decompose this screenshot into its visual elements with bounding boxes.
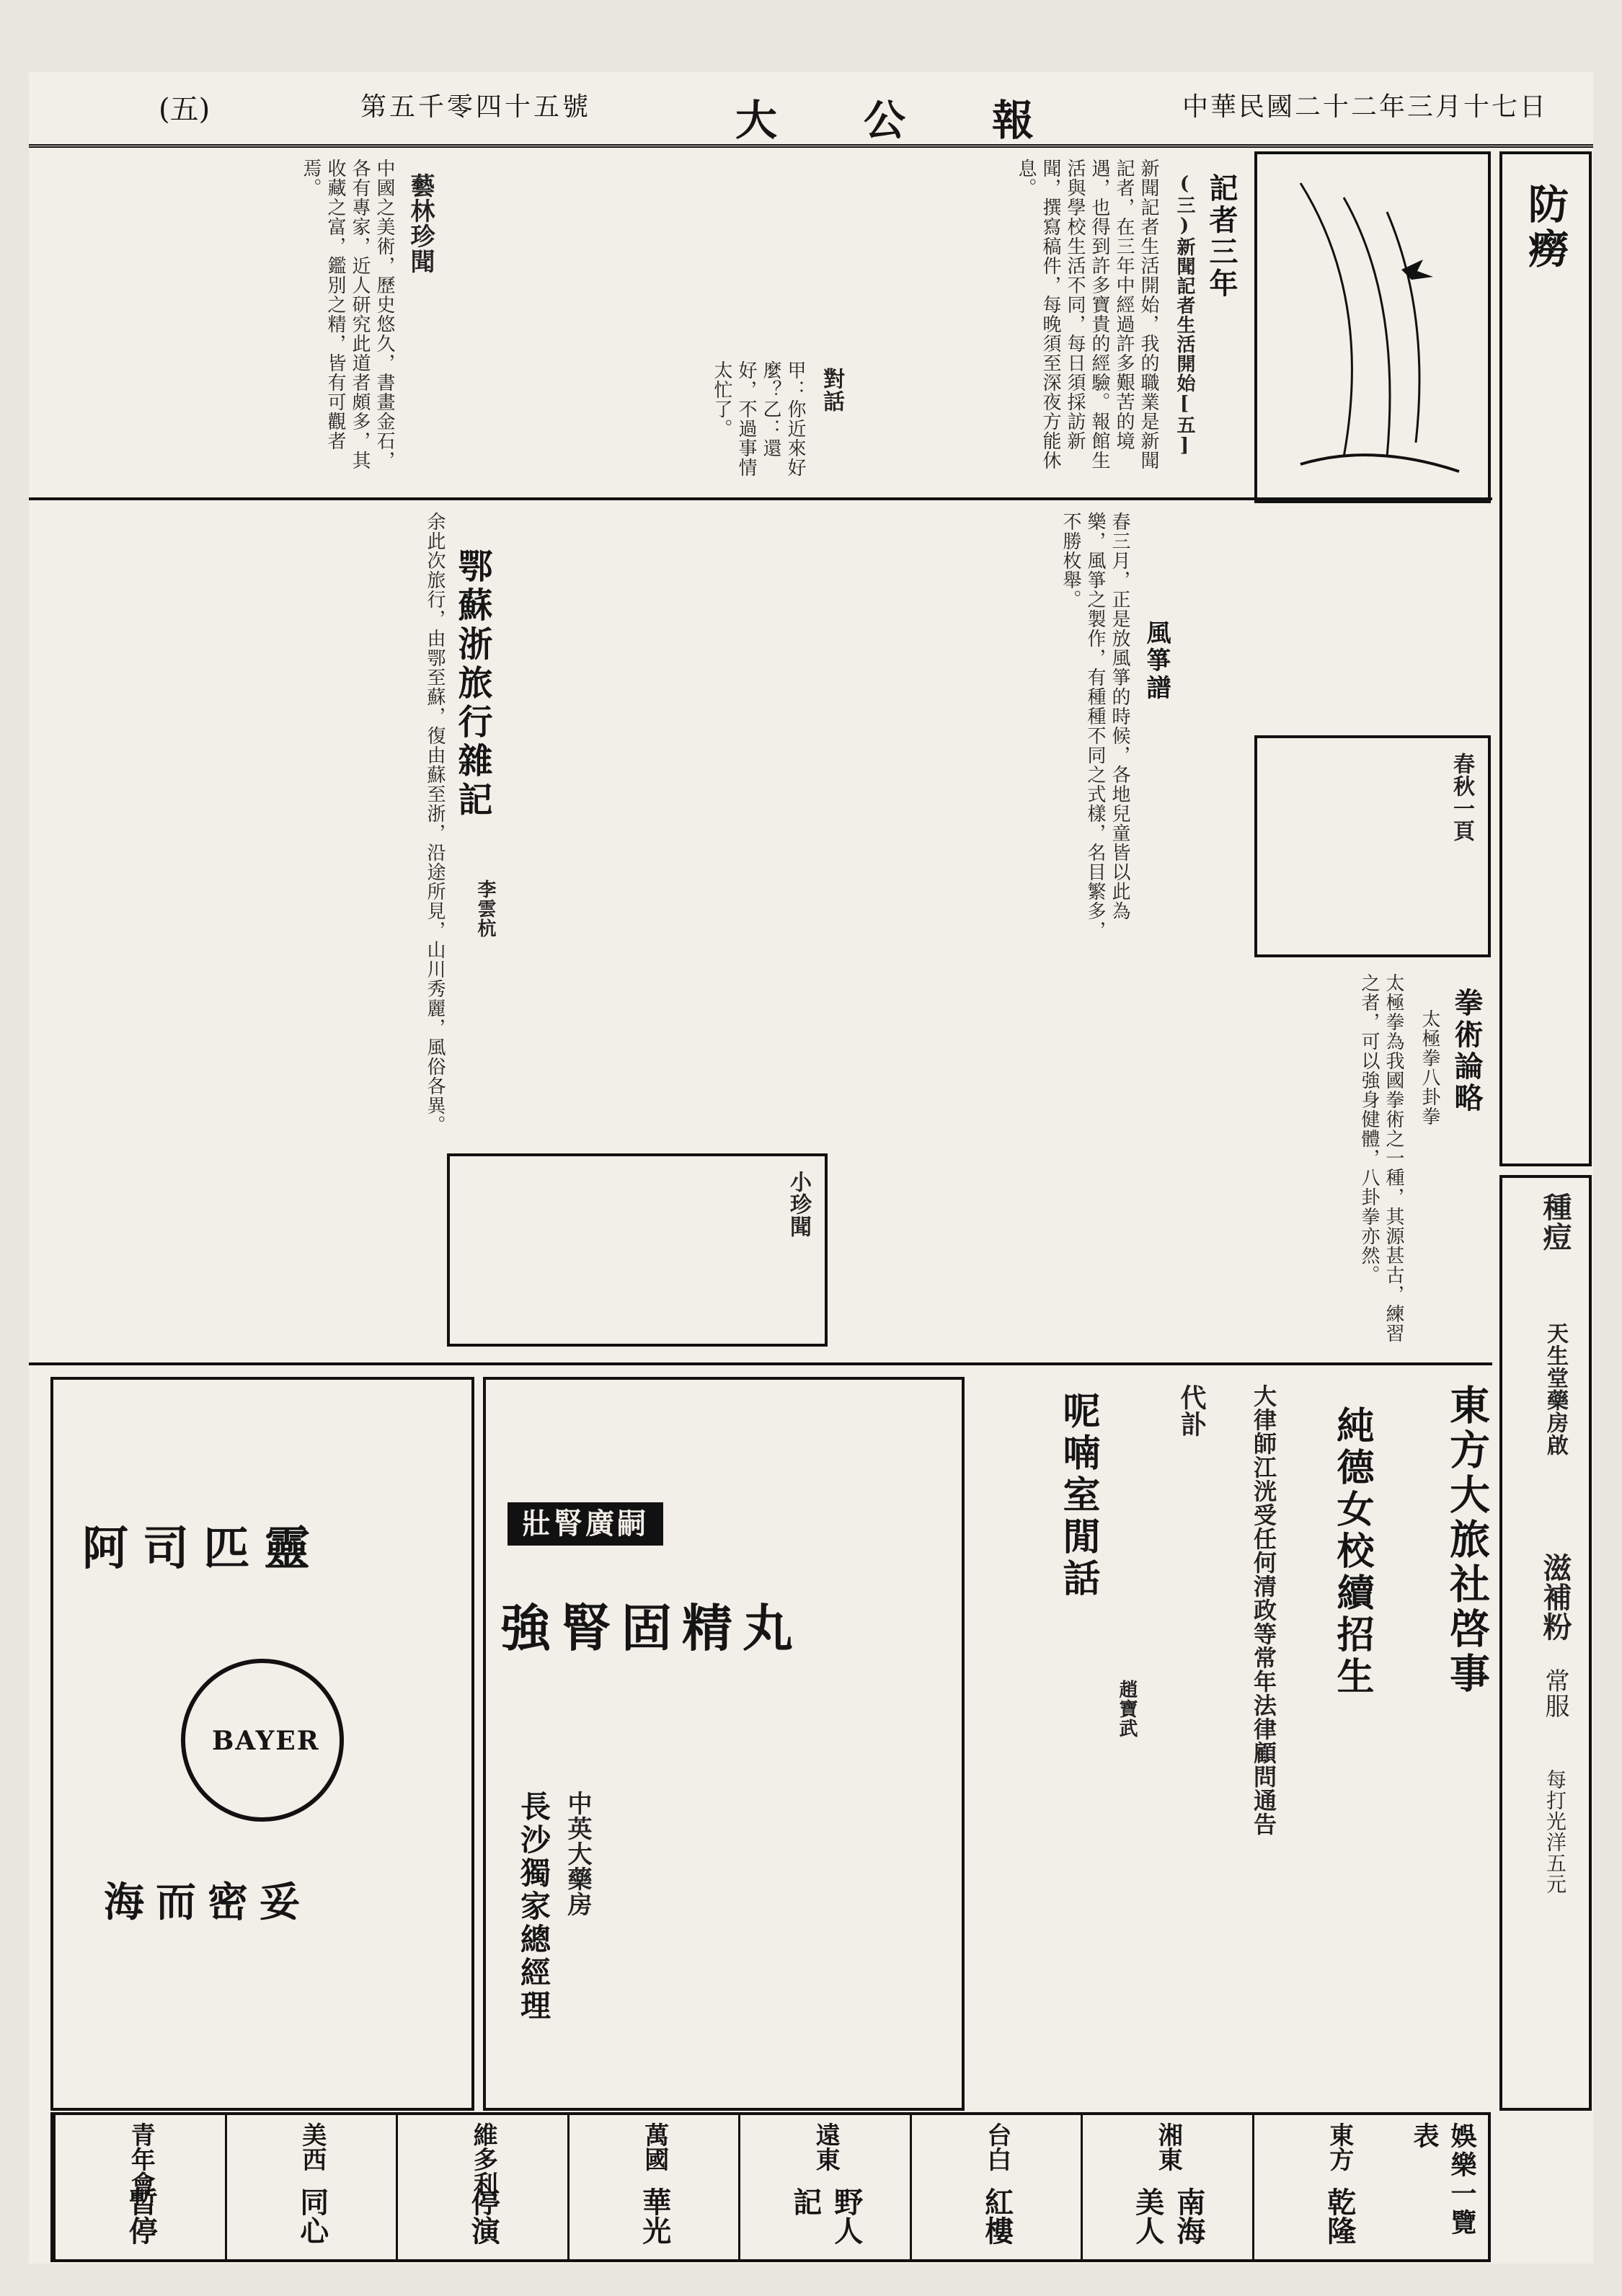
venue-cell [1081,2115,1254,2259]
obituary-notice: 代訃 [1176,1384,1207,1437]
tonic-product: 強腎固精丸 [500,1598,803,1658]
venue-cell [910,2115,1083,2259]
notices-column [1153,1377,1492,2105]
kite-body: 春三月，正是放風箏的時候，各地兒童皆以此為樂，風箏之製作，有種種不同之式樣，名目繁多，不勝枚舉。 [1060,512,1130,940]
small-prose-box [447,1153,828,1347]
venue-name: 湘東 [1153,2122,1183,2171]
venue-name: 遠東 [811,2122,841,2171]
bayer-logo: BAYER [212,1726,320,1756]
reporter-illustration [1254,151,1491,503]
kite-title: 風箏譜 [1142,620,1171,702]
entertainment-title: 娛樂一覽表 [1409,2122,1477,2238]
reporter-title: 記者三年 [1205,173,1238,300]
tonic-agent-sub: 中英大藥房 [563,1791,592,1917]
venue-show: 南海美人 [1130,2187,1206,2245]
kite-article [836,505,1247,966]
right-side-ads [1499,1175,1592,2111]
tonic-ad [483,1377,965,2111]
boxing-body: 太極拳為我國拳術之一種，其源甚古，練習之者，可以強身健體，八卦拳亦然。 [1358,973,1404,1343]
venue-list [53,2115,1423,2259]
venue-cell [567,2115,741,2259]
bayer-ad [50,1377,474,2111]
venue-cell [53,2115,227,2259]
side-ad-pharmacy: 天生堂藥房啟 [1543,1322,1568,1456]
art-column-title: 藝林珍聞 [406,173,435,274]
rule [29,1362,1492,1365]
venue-show: 同心 [295,2187,329,2245]
health-banner-ad [1499,151,1592,1166]
venue-cell [738,2115,912,2259]
entertainment-table [50,2112,1491,2262]
bayer-product: 阿司匹靈 [82,1522,324,1576]
travel-author: 李雲杭 [474,879,496,938]
bayer-other-product: 海而密妥 [104,1879,311,1926]
venue-name: 美西 [297,2122,327,2171]
chats-column [966,1377,1146,2105]
art-column-body: 中國之美術，歷史悠久，書畫金石，各有專家，近人研究此道者頗多，其收藏之富，鑑別之精，皆有可觀者焉。 [300,159,395,470]
reporter-article [851,151,1240,490]
reporter-subtitle: (三)新聞記者生活開始[五] [1174,173,1195,457]
side-ad-usage: 常服 [1541,1668,1569,1719]
page-number: (五) [159,93,210,126]
spring-autumn-title: 春秋一頁 [1449,753,1474,842]
venue-show: 暫停 [124,2187,159,2245]
travel-title: 鄂蘇浙旅行雜記 [452,548,492,820]
venue-show: 華光 [637,2187,672,2245]
spring-autumn-box [1254,735,1491,957]
venue-show: 乾隆 [1322,2187,1357,2245]
venue-cell [1252,2115,1426,2259]
tonic-agent: 長沙獨家總經理 [516,1791,551,2023]
side-ad-vaccine: 種痘 [1538,1192,1572,1251]
dialogue-body: 甲：你近來好麼？乙：還好，不過事情太忙了。 [711,360,806,477]
venue-show: 停演 [466,2187,501,2245]
venue-name: 萬國 [639,2122,669,2171]
girls-school-ad: 純德女校續招生 [1330,1406,1374,1698]
venue-show: 野人記 [788,2187,864,2245]
venue-name: 東方 [1324,2122,1354,2171]
dialogue-title: 對話 [819,368,844,412]
venue-name: 青年會 [126,2122,156,2196]
venue-name: 維多利 [469,2122,498,2196]
travel-company-ad: 東方大旅社啓事 [1443,1384,1491,1697]
venue-show: 紅樓 [980,2187,1014,2245]
venue-cell [396,2115,570,2259]
art-column [36,151,440,490]
dialogue-column [447,360,851,490]
small-prose-title: 小珍聞 [786,1171,811,1238]
willow-bird-illustration [1257,154,1482,495]
lawyer-notice: 大律師江洸受任何清政等常年法律顧問通告 [1250,1384,1277,1836]
reporter-body: 新聞記者生活開始，我的職業是新聞記者，在三年中經過許多艱苦的境遇，也得到許多寶貴的經驗。報館生活與學校生活不同，每日須採訪新聞，撰寫稿件，每晚須至深夜方能休息。 [1015,159,1159,470]
masthead [29,72,1593,148]
side-ad-powder: 滋補粉 [1538,1553,1572,1641]
venue-cell [225,2115,399,2259]
venue-name: 台白 [982,2122,1011,2171]
boxing-article [836,966,1485,1355]
side-ad-price: 每打光洋五元 [1543,1769,1567,1894]
paper-name: 大公報 [735,96,1121,145]
banner-text: 防癆 [1522,183,1569,272]
tonic-slogan: 壯腎廣嗣 [508,1502,663,1546]
travel-body: 余此次旅行，由鄂至蘇，復由蘇至浙，沿途所見，山川秀麗，風俗各異。 [424,512,446,1135]
chats-author: 趙寶武 [1116,1680,1138,1738]
issue-number: 第五千零四十五號 [360,92,592,122]
boxing-title: 拳術論略 [1450,988,1484,1114]
issue-date: 中華民國二十二年三月十七日 [1182,92,1548,122]
chats-title: 呢喃室閒話 [1056,1391,1100,1600]
rule [29,497,1492,500]
boxing-subtitle: 太極拳八卦拳 [1419,1009,1440,1126]
